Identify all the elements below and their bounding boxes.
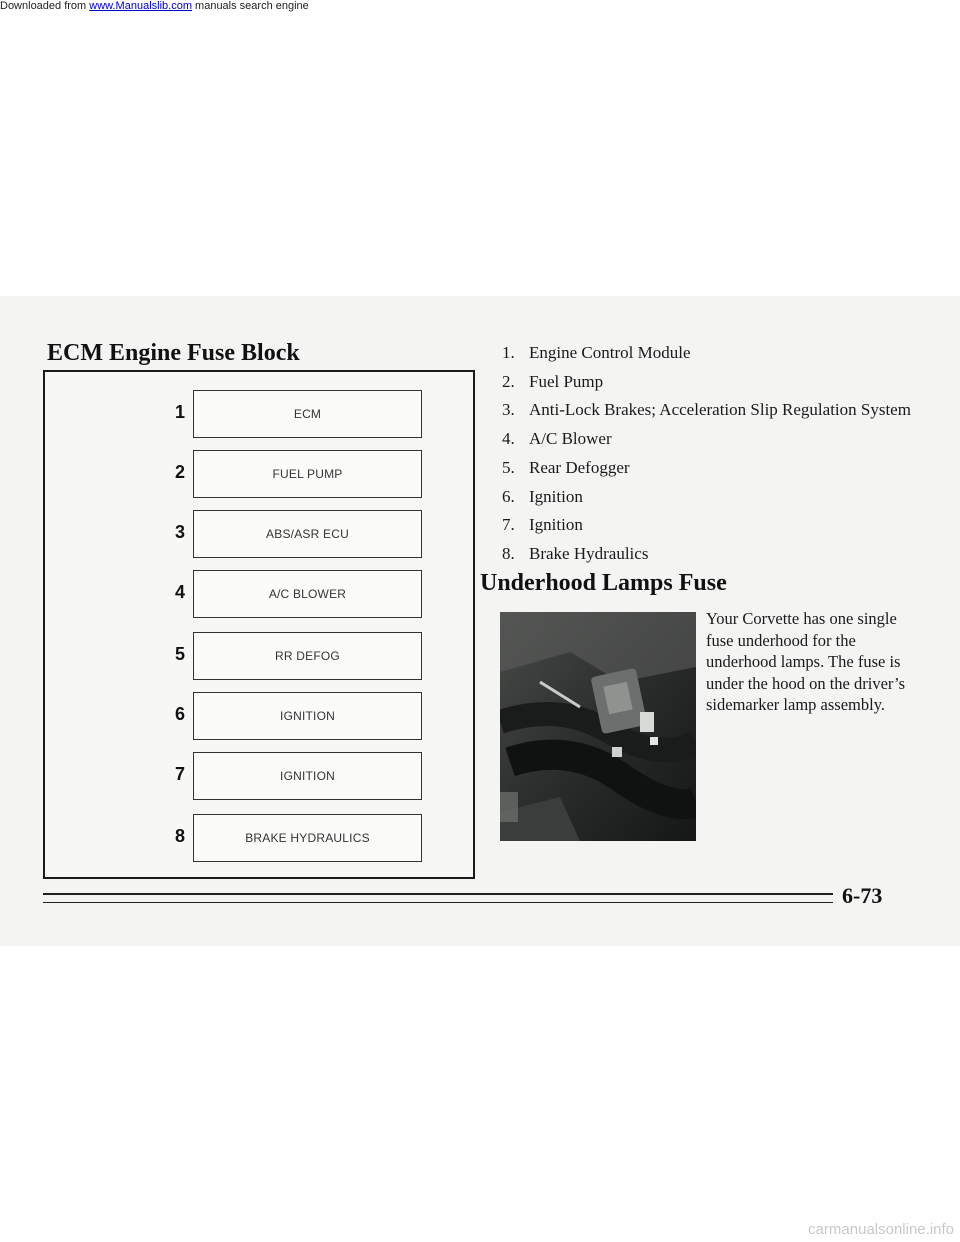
fuse-slot: ABS/ASR ECU bbox=[193, 510, 422, 558]
fuse-slot: A/C BLOWER bbox=[193, 570, 422, 618]
legend-text: Ignition bbox=[529, 515, 583, 535]
legend-number: 7. bbox=[502, 515, 515, 535]
download-prefix: Downloaded from bbox=[0, 0, 90, 12]
list-item bbox=[502, 425, 911, 454]
fuse-row bbox=[45, 752, 473, 804]
fuse-number: 8 bbox=[175, 826, 186, 846]
fuse-slot: IGNITION bbox=[193, 692, 422, 740]
fuse-slot: FUEL PUMP bbox=[193, 450, 422, 498]
list-item bbox=[502, 368, 911, 397]
watermark: carmanualsonline.info bbox=[808, 1221, 954, 1238]
legend-text: Fuel Pump bbox=[529, 371, 604, 391]
legend-text: Engine Control Module bbox=[529, 343, 691, 362]
legend-text: Ignition bbox=[529, 486, 583, 506]
list-item bbox=[502, 339, 911, 368]
fuse-row bbox=[45, 450, 473, 502]
legend-number: 4. bbox=[502, 429, 515, 449]
underhood-fuse-photo bbox=[500, 612, 696, 841]
manualslib-link[interactable]: www.Manualslib.com bbox=[89, 0, 192, 12]
fuse-row bbox=[45, 692, 473, 744]
fuse-row bbox=[45, 814, 473, 866]
fuse-block-diagram bbox=[43, 370, 475, 879]
download-header bbox=[0, 0, 309, 12]
list-item bbox=[502, 396, 911, 425]
fuse-slot: IGNITION bbox=[193, 752, 422, 800]
fuse-row bbox=[45, 570, 473, 622]
fuse-legend-list bbox=[502, 339, 911, 569]
legend-number: 1. bbox=[502, 343, 515, 362]
legend-number: 2. bbox=[502, 371, 515, 391]
legend-number: 8. bbox=[502, 543, 515, 563]
fuse-row bbox=[45, 632, 473, 684]
legend-number: 5. bbox=[502, 457, 515, 477]
download-suffix: manuals search engine bbox=[191, 0, 309, 12]
fuse-number: 1 bbox=[175, 402, 186, 422]
fuse-slot: BRAKE HYDRAULICS bbox=[193, 814, 422, 862]
page-number: 6-73 bbox=[842, 883, 883, 908]
legend-number: 3. bbox=[502, 400, 515, 420]
fuse-slot: ECM bbox=[193, 390, 422, 438]
fuse-number: 5 bbox=[175, 644, 186, 664]
legend-number: 6. bbox=[502, 486, 515, 506]
fuse-slot: RR DEFOG bbox=[193, 632, 422, 680]
underhood-title: Underhood Lamps Fuse bbox=[480, 570, 727, 596]
fuse-row bbox=[45, 390, 473, 442]
legend-text: A/C Blower bbox=[529, 429, 612, 449]
fuse-number: 7 bbox=[175, 764, 186, 784]
list-item bbox=[502, 483, 911, 512]
fuse-number: 3 bbox=[175, 522, 186, 542]
legend-text: Rear Defogger bbox=[529, 457, 630, 477]
fuse-row bbox=[45, 510, 473, 562]
list-item bbox=[502, 454, 911, 483]
fuse-block-title: ECM Engine Fuse Block bbox=[47, 340, 300, 366]
list-item bbox=[502, 511, 911, 540]
legend-text: Anti-Lock Brakes; Acceleration Slip Regulation System bbox=[529, 400, 911, 420]
fuse-number: 2 bbox=[175, 462, 186, 482]
footer-rule bbox=[43, 893, 833, 895]
fuse-number: 4 bbox=[175, 582, 186, 602]
footer-rule bbox=[43, 902, 833, 903]
fuse-number: 6 bbox=[175, 704, 186, 724]
list-item bbox=[502, 540, 911, 569]
legend-text: Brake Hydraulics bbox=[529, 543, 649, 563]
underhood-description: Your Corvette has one single fuse underhood for the underhood lamps. The fuse is under the hood on the driver’s sidemarker lamp assembly. bbox=[706, 609, 906, 715]
